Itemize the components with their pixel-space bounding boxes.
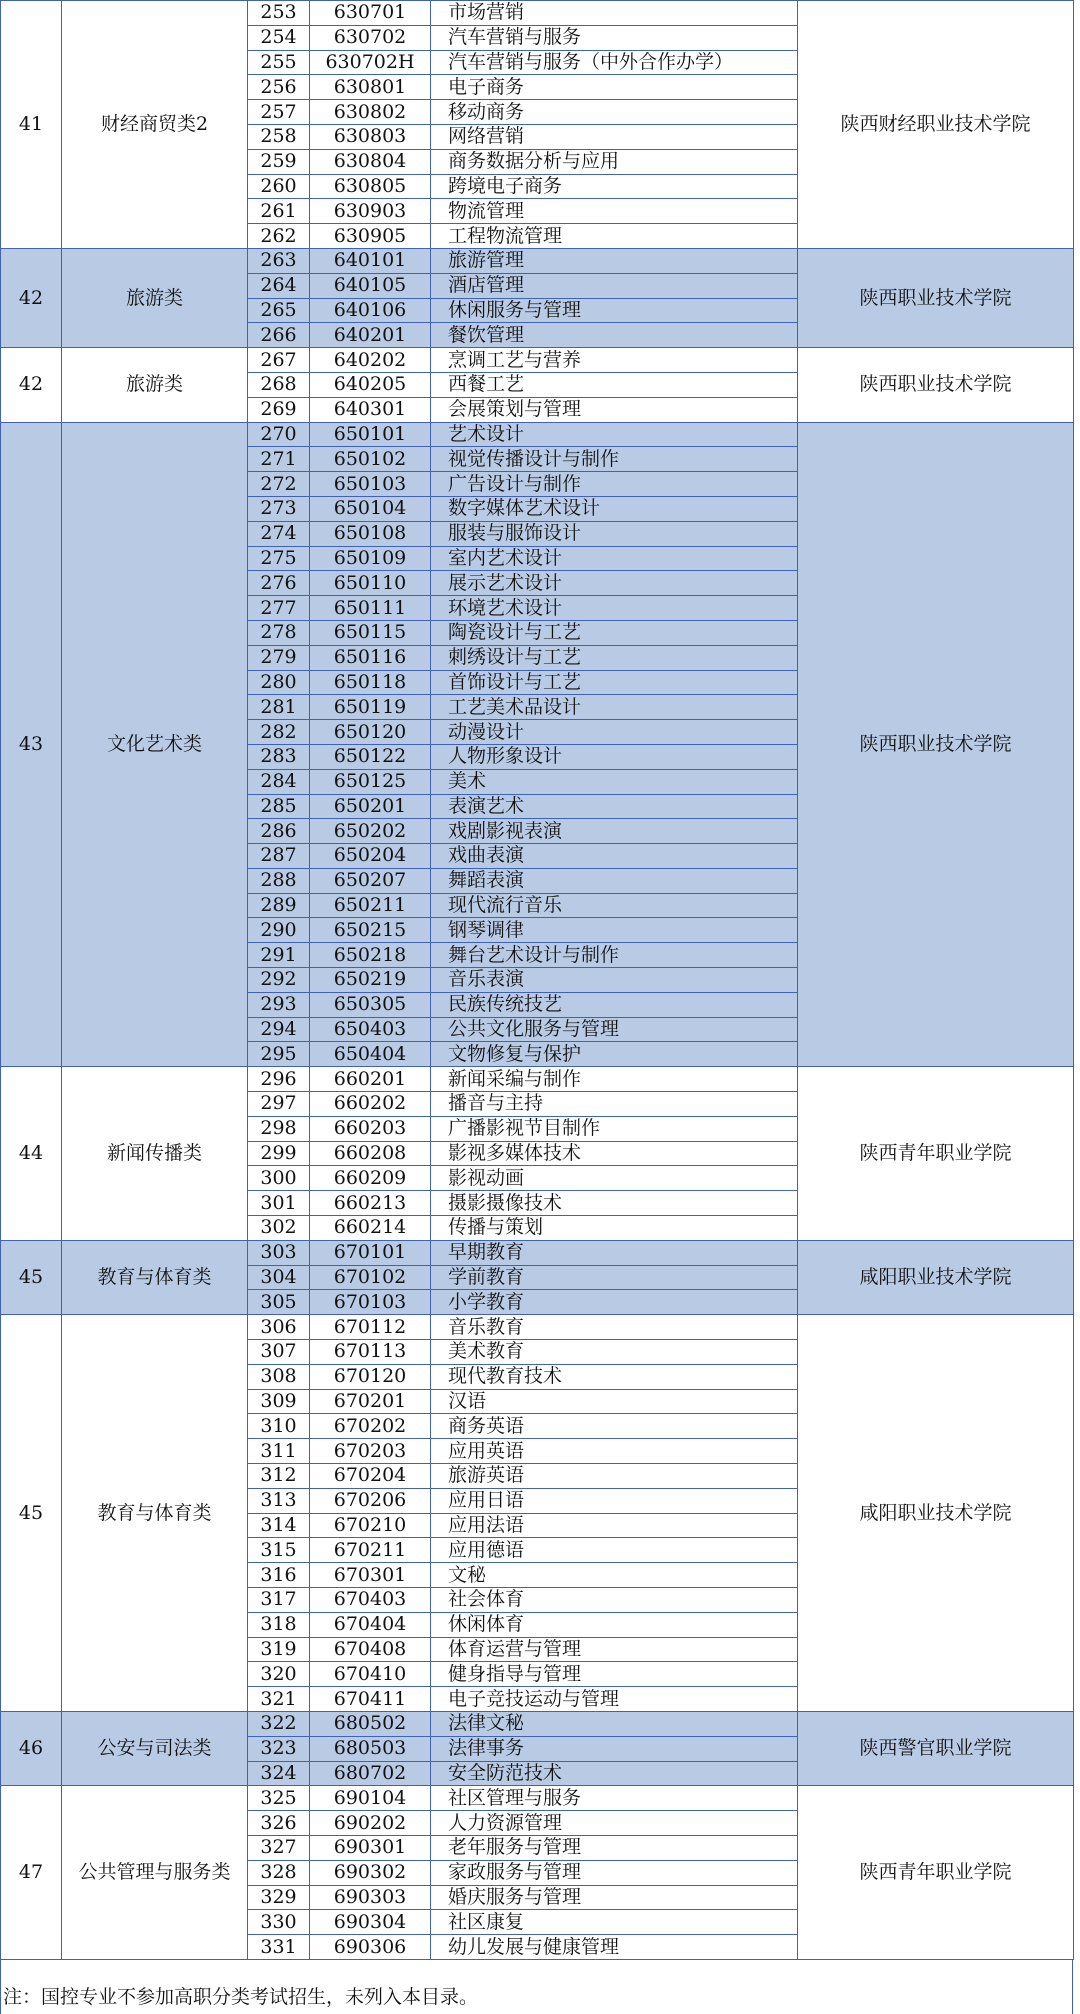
major-code-cell: 650201 [310,794,431,819]
major-name-cell: 钢琴调律 [431,918,798,943]
major-name-cell: 动漫设计 [431,720,798,745]
group-number-cell: 43 [1,422,62,1067]
major-code-cell: 680502 [310,1711,431,1736]
serial-number-cell: 272 [248,472,310,497]
serial-number-cell: 275 [248,546,310,571]
table-row [1,248,1074,273]
serial-number-cell: 331 [248,1935,310,1960]
major-code-cell: 650111 [310,596,431,621]
major-name-cell: 传播与策划 [431,1216,798,1241]
major-code-cell: 650119 [310,695,431,720]
major-code-cell: 670410 [310,1662,431,1687]
group-number-cell: 45 [1,1315,62,1712]
major-code-cell: 670403 [310,1588,431,1613]
group-number-cell: 42 [1,348,62,422]
serial-number-cell: 276 [248,571,310,596]
major-name-cell: 电子商务 [431,75,798,100]
major-code-cell: 650122 [310,744,431,769]
major-name-cell: 人物形象设计 [431,744,798,769]
major-code-cell: 670101 [310,1240,431,1265]
major-name-cell: 安全防范技术 [431,1761,798,1786]
major-name-cell: 会展策划与管理 [431,397,798,422]
major-code-cell: 670113 [310,1340,431,1365]
serial-number-cell: 279 [248,645,310,670]
major-name-cell: 健身指导与管理 [431,1662,798,1687]
group-number-cell: 42 [1,248,62,347]
serial-number-cell: 296 [248,1067,310,1092]
major-name-cell: 酒店管理 [431,273,798,298]
major-code-cell: 640105 [310,273,431,298]
major-code-cell: 650109 [310,546,431,571]
note-row [0,1960,1073,2014]
group-number-cell: 41 [1,1,62,249]
major-code-cell: 670206 [310,1488,431,1513]
major-code-cell: 650108 [310,521,431,546]
serial-number-cell: 293 [248,992,310,1017]
major-name-cell: 体育运营与管理 [431,1637,798,1662]
major-code-cell: 650120 [310,720,431,745]
category-cell: 公安与司法类 [62,1711,248,1785]
major-name-cell: 应用法语 [431,1513,798,1538]
serial-number-cell: 295 [248,1042,310,1067]
serial-number-cell: 326 [248,1811,310,1836]
serial-number-cell: 281 [248,695,310,720]
major-code-cell: 670112 [310,1315,431,1340]
serial-number-cell: 262 [248,224,310,249]
serial-number-cell: 314 [248,1513,310,1538]
serial-number-cell: 303 [248,1240,310,1265]
serial-number-cell: 280 [248,670,310,695]
major-name-cell: 旅游管理 [431,248,798,273]
category-cell: 教育与体育类 [62,1240,248,1314]
serial-number-cell: 288 [248,868,310,893]
category-cell: 文化艺术类 [62,422,248,1067]
serial-number-cell: 318 [248,1612,310,1637]
major-code-cell: 660214 [310,1216,431,1241]
major-name-cell: 法律文秘 [431,1711,798,1736]
major-code-cell: 660208 [310,1141,431,1166]
serial-number-cell: 291 [248,943,310,968]
major-code-cell: 650211 [310,893,431,918]
major-name-cell: 社区管理与服务 [431,1786,798,1811]
serial-number-cell: 317 [248,1588,310,1613]
category-cell: 新闻传播类 [62,1067,248,1241]
major-code-cell: 650118 [310,670,431,695]
group-number-cell: 45 [1,1240,62,1314]
major-name-cell: 首饰设计与工艺 [431,670,798,695]
major-code-cell: 670120 [310,1364,431,1389]
serial-number-cell: 286 [248,819,310,844]
major-name-cell: 婚庆服务与管理 [431,1885,798,1910]
school-cell: 陕西职业技术学院 [798,248,1074,347]
major-code-cell: 690104 [310,1786,431,1811]
serial-number-cell: 299 [248,1141,310,1166]
major-name-cell: 西餐工艺 [431,372,798,397]
major-code-cell: 660201 [310,1067,431,1092]
serial-number-cell: 298 [248,1116,310,1141]
serial-number-cell: 320 [248,1662,310,1687]
major-code-cell: 660203 [310,1116,431,1141]
serial-number-cell: 290 [248,918,310,943]
major-name-cell: 应用德语 [431,1538,798,1563]
major-code-cell: 670203 [310,1439,431,1464]
major-name-cell: 老年服务与管理 [431,1835,798,1860]
major-code-cell: 690306 [310,1935,431,1960]
major-code-cell: 650215 [310,918,431,943]
major-code-cell: 690301 [310,1835,431,1860]
major-name-cell: 汽车营销与服务（中外合作办学） [431,50,798,75]
serial-number-cell: 285 [248,794,310,819]
major-code-cell: 630701 [310,1,431,26]
major-code-cell: 650104 [310,496,431,521]
major-code-cell: 650207 [310,868,431,893]
table-row [1,1711,1074,1736]
serial-number-cell: 269 [248,397,310,422]
serial-number-cell: 283 [248,744,310,769]
major-code-cell: 670404 [310,1612,431,1637]
major-code-cell: 670204 [310,1464,431,1489]
major-code-cell: 630804 [310,149,431,174]
serial-number-cell: 257 [248,100,310,125]
major-name-cell: 新闻采编与制作 [431,1067,798,1092]
major-code-cell: 650116 [310,645,431,670]
major-code-cell: 670210 [310,1513,431,1538]
category-cell: 旅游类 [62,248,248,347]
major-name-cell: 社区康复 [431,1910,798,1935]
serial-number-cell: 329 [248,1885,310,1910]
group-number-cell: 46 [1,1711,62,1785]
school-cell: 陕西警官职业学院 [798,1711,1074,1785]
serial-number-cell: 315 [248,1538,310,1563]
major-code-cell: 680702 [310,1761,431,1786]
serial-number-cell: 330 [248,1910,310,1935]
serial-number-cell: 260 [248,174,310,199]
serial-number-cell: 277 [248,596,310,621]
major-code-cell: 670211 [310,1538,431,1563]
serial-number-cell: 259 [248,149,310,174]
serial-number-cell: 328 [248,1860,310,1885]
major-name-cell: 广播影视节目制作 [431,1116,798,1141]
major-name-cell: 休闲服务与管理 [431,298,798,323]
serial-number-cell: 282 [248,720,310,745]
major-name-cell: 戏曲表演 [431,844,798,869]
category-cell: 财经商贸类2 [62,1,248,249]
table-row [1,348,1074,373]
serial-number-cell: 270 [248,422,310,447]
major-code-cell: 650204 [310,844,431,869]
serial-number-cell: 321 [248,1687,310,1712]
serial-number-cell: 309 [248,1389,310,1414]
major-code-cell: 670408 [310,1637,431,1662]
serial-number-cell: 255 [248,50,310,75]
major-name-cell: 音乐教育 [431,1315,798,1340]
major-name-cell: 文秘 [431,1563,798,1588]
major-code-cell: 670102 [310,1265,431,1290]
table-row [1,1786,1074,1811]
major-code-cell: 650202 [310,819,431,844]
major-code-cell: 670301 [310,1563,431,1588]
major-code-cell: 640202 [310,348,431,373]
major-code-cell: 650115 [310,620,431,645]
major-name-cell: 商务数据分析与应用 [431,149,798,174]
major-code-cell: 650110 [310,571,431,596]
major-code-cell: 690302 [310,1860,431,1885]
major-name-cell: 影视多媒体技术 [431,1141,798,1166]
major-code-cell: 640106 [310,298,431,323]
serial-number-cell: 256 [248,75,310,100]
major-name-cell: 民族传统技艺 [431,992,798,1017]
serial-number-cell: 261 [248,199,310,224]
major-code-cell: 650305 [310,992,431,1017]
major-name-cell: 公共文化服务与管理 [431,1017,798,1042]
major-code-cell: 690304 [310,1910,431,1935]
serial-number-cell: 287 [248,844,310,869]
major-name-cell: 商务英语 [431,1414,798,1439]
serial-number-cell: 266 [248,323,310,348]
serial-number-cell: 274 [248,521,310,546]
major-name-cell: 广告设计与制作 [431,472,798,497]
major-name-cell: 数字媒体艺术设计 [431,496,798,521]
major-name-cell: 幼儿发展与健康管理 [431,1935,798,1960]
serial-number-cell: 302 [248,1216,310,1241]
major-name-cell: 播音与主持 [431,1092,798,1117]
major-name-cell: 烹调工艺与营养 [431,348,798,373]
group-number-cell: 47 [1,1786,62,1960]
serial-number-cell: 319 [248,1637,310,1662]
serial-number-cell: 305 [248,1290,310,1315]
serial-number-cell: 312 [248,1464,310,1489]
major-code-cell: 690202 [310,1811,431,1836]
major-code-cell: 630702 [310,25,431,50]
major-name-cell: 家政服务与管理 [431,1860,798,1885]
serial-number-cell: 271 [248,447,310,472]
major-name-cell: 市场营销 [431,1,798,26]
major-name-cell: 美术教育 [431,1340,798,1365]
major-name-cell: 影视动画 [431,1166,798,1191]
serial-number-cell: 289 [248,893,310,918]
major-name-cell: 陶瓷设计与工艺 [431,620,798,645]
major-code-cell: 630905 [310,224,431,249]
major-code-cell: 650404 [310,1042,431,1067]
major-name-cell: 戏剧影视表演 [431,819,798,844]
major-code-cell: 640205 [310,372,431,397]
table-row [1,1067,1074,1092]
footnote: 注：国控专业不参加高职分类考试招生，未列入本目录。 [3,1986,479,2008]
major-code-cell: 690303 [310,1885,431,1910]
major-name-cell: 音乐表演 [431,968,798,993]
major-code-cell: 670103 [310,1290,431,1315]
serial-number-cell: 297 [248,1092,310,1117]
major-name-cell: 小学教育 [431,1290,798,1315]
major-name-cell: 摄影摄像技术 [431,1191,798,1216]
serial-number-cell: 307 [248,1340,310,1365]
serial-number-cell: 316 [248,1563,310,1588]
table-row [1,1240,1074,1265]
table-row [1,1,1074,26]
major-code-cell: 650102 [310,447,431,472]
serial-number-cell: 265 [248,298,310,323]
table-body [1,1,1074,1960]
major-name-cell: 视觉传播设计与制作 [431,447,798,472]
major-name-cell: 跨境电子商务 [431,174,798,199]
major-code-cell: 650103 [310,472,431,497]
major-code-cell: 660213 [310,1191,431,1216]
school-cell: 陕西青年职业学院 [798,1067,1074,1241]
major-code-cell: 630801 [310,75,431,100]
major-name-cell: 餐饮管理 [431,323,798,348]
major-name-cell: 物流管理 [431,199,798,224]
serial-number-cell: 253 [248,1,310,26]
major-code-cell: 680503 [310,1736,431,1761]
major-name-cell: 汽车营销与服务 [431,25,798,50]
major-name-cell: 工艺美术品设计 [431,695,798,720]
school-cell: 陕西职业技术学院 [798,348,1074,422]
serial-number-cell: 311 [248,1439,310,1464]
serial-number-cell: 301 [248,1191,310,1216]
table-row [1,1315,1074,1340]
category-cell: 旅游类 [62,348,248,422]
major-code-cell: 630802 [310,100,431,125]
major-name-cell: 应用英语 [431,1439,798,1464]
school-cell: 陕西财经职业技术学院 [798,1,1074,249]
serial-number-cell: 294 [248,1017,310,1042]
serial-number-cell: 284 [248,769,310,794]
school-cell: 陕西青年职业学院 [798,1786,1074,1960]
major-name-cell: 现代流行音乐 [431,893,798,918]
major-name-cell: 展示艺术设计 [431,571,798,596]
major-name-cell: 网络营销 [431,124,798,149]
school-cell: 咸阳职业技术学院 [798,1240,1074,1314]
serial-number-cell: 313 [248,1488,310,1513]
table-row [1,422,1074,447]
serial-number-cell: 278 [248,620,310,645]
major-name-cell: 应用日语 [431,1488,798,1513]
major-name-cell: 人力资源管理 [431,1811,798,1836]
major-code-cell: 630803 [310,124,431,149]
major-name-cell: 表演艺术 [431,794,798,819]
serial-number-cell: 254 [248,25,310,50]
major-name-cell: 社会体育 [431,1588,798,1613]
major-name-cell: 美术 [431,769,798,794]
major-code-cell: 650219 [310,968,431,993]
serial-number-cell: 323 [248,1736,310,1761]
group-number-cell: 44 [1,1067,62,1241]
major-name-cell: 汉语 [431,1389,798,1414]
serial-number-cell: 267 [248,348,310,373]
major-code-cell: 670411 [310,1687,431,1712]
major-code-cell: 650403 [310,1017,431,1042]
serial-number-cell: 306 [248,1315,310,1340]
major-code-cell: 640301 [310,397,431,422]
major-name-cell: 工程物流管理 [431,224,798,249]
serial-number-cell: 325 [248,1786,310,1811]
major-name-cell: 室内艺术设计 [431,546,798,571]
major-name-cell: 移动商务 [431,100,798,125]
major-name-cell: 刺绣设计与工艺 [431,645,798,670]
school-cell: 陕西职业技术学院 [798,422,1074,1067]
school-cell: 咸阳职业技术学院 [798,1315,1074,1712]
major-name-cell: 舞台艺术设计与制作 [431,943,798,968]
serial-number-cell: 308 [248,1364,310,1389]
major-code-cell: 640201 [310,323,431,348]
serial-number-cell: 324 [248,1761,310,1786]
major-code-cell: 660202 [310,1092,431,1117]
serial-number-cell: 300 [248,1166,310,1191]
major-name-cell: 旅游英语 [431,1464,798,1489]
major-name-cell: 电子竞技运动与管理 [431,1687,798,1712]
major-code-cell: 670201 [310,1389,431,1414]
serial-number-cell: 263 [248,248,310,273]
major-name-cell: 学前教育 [431,1265,798,1290]
major-name-cell: 休闲体育 [431,1612,798,1637]
major-code-cell: 670202 [310,1414,431,1439]
serial-number-cell: 304 [248,1265,310,1290]
serial-number-cell: 273 [248,496,310,521]
major-name-cell: 艺术设计 [431,422,798,447]
major-code-cell: 640101 [310,248,431,273]
major-name-cell: 现代教育技术 [431,1364,798,1389]
major-code-cell: 630903 [310,199,431,224]
serial-number-cell: 322 [248,1711,310,1736]
major-name-cell: 服装与服饰设计 [431,521,798,546]
serial-number-cell: 292 [248,968,310,993]
major-name-cell: 早期教育 [431,1240,798,1265]
serial-number-cell: 264 [248,273,310,298]
major-code-cell: 650101 [310,422,431,447]
serial-number-cell: 310 [248,1414,310,1439]
major-code-cell: 650125 [310,769,431,794]
category-cell: 教育与体育类 [62,1315,248,1712]
serial-number-cell: 327 [248,1835,310,1860]
serial-number-cell: 258 [248,124,310,149]
serial-number-cell: 268 [248,372,310,397]
category-cell: 公共管理与服务类 [62,1786,248,1960]
major-name-cell: 舞蹈表演 [431,868,798,893]
major-code-cell: 630702H [310,50,431,75]
major-code-cell: 650218 [310,943,431,968]
major-name-cell: 环境艺术设计 [431,596,798,621]
major-code-cell: 660209 [310,1166,431,1191]
major-name-cell: 法律事务 [431,1736,798,1761]
major-code-cell: 630805 [310,174,431,199]
major-name-cell: 文物修复与保护 [431,1042,798,1067]
